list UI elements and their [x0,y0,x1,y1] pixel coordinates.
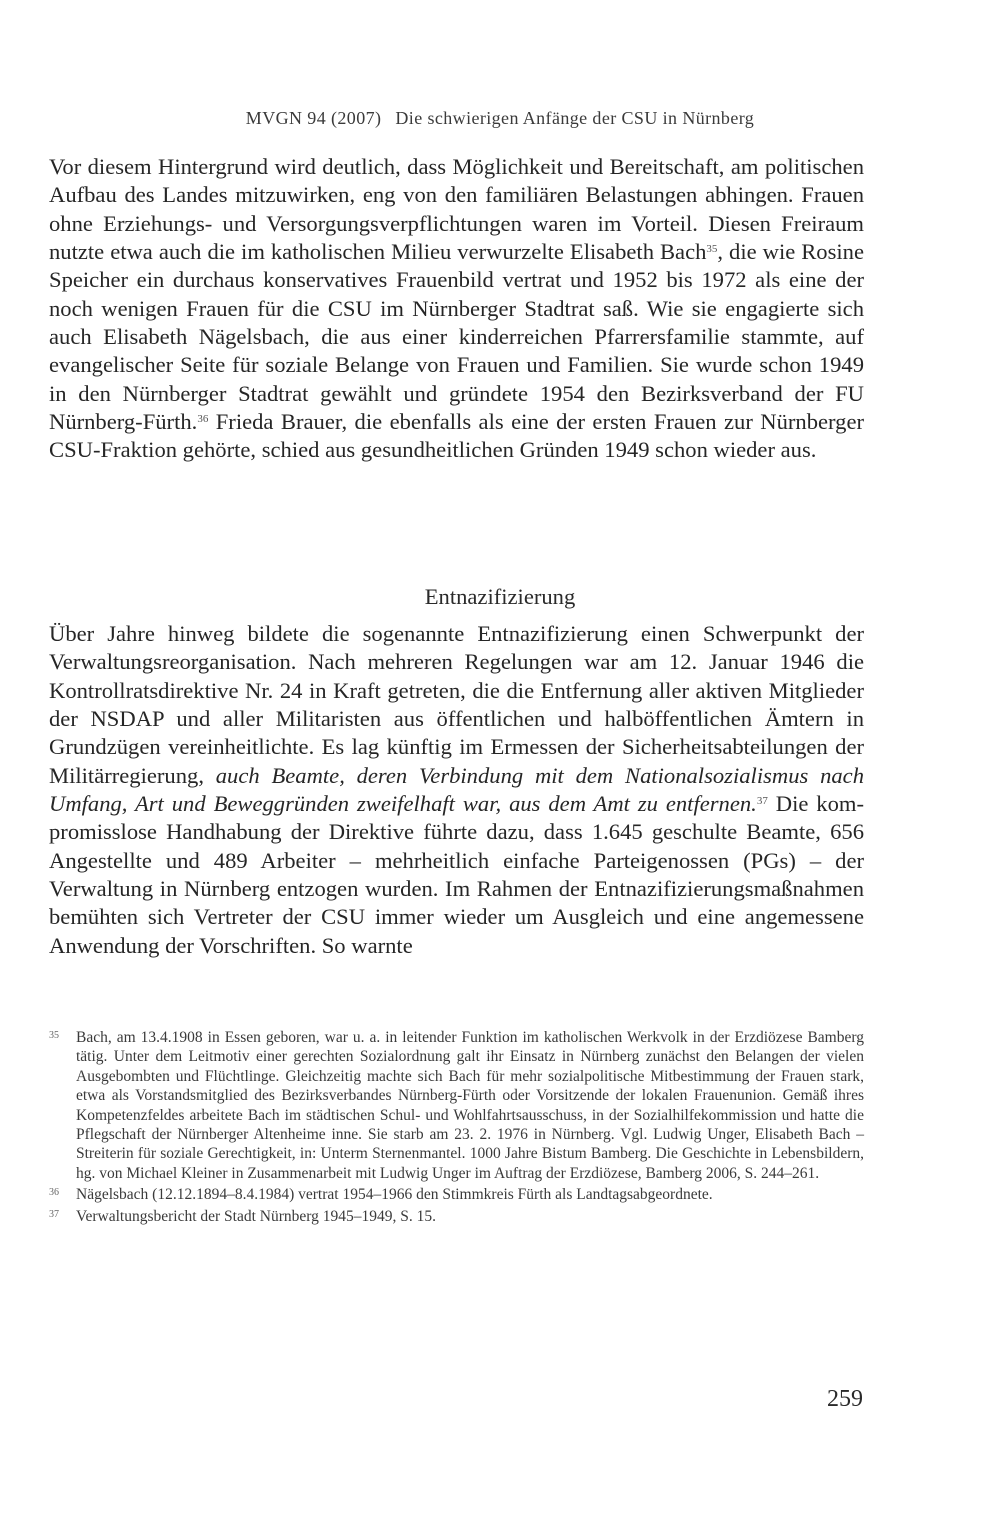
footnote-35 [49,1028,864,1183]
footnote-37 [49,1207,864,1226]
section-heading: Entnazifizierung [424,584,576,609]
paragraph-text: Die kompromisslose Handhabung der Direktive führte dazu, dass 1.645 geschulte Beamte, 656 Angestellte und 489 Arbeiter – mehrheitlich einfache Parteigenossen (PGs) – der Verwaltung in Nürnberg entzogen wurden. Im Rahmen der Entnazifizierungsmaßnahmen bemühten sich Vertreter der CSU immer wieder um Ausgleich und eine angemessene Anwendung der Vorschriften. So warnte [49,791,864,958]
footnote-text: Bach, am 13.4.1908 in Essen geboren, war u. a. in leitender Funktion im katholischen Werkvolk in der Erzdiözese Bamberg tätig. Unter dem Leitmotiv einer gerechten Sozialordnung galt ihr Einsatz in Nürnberg zunächst den Belangen der vielen Ausgebombten und Flüchtlinge. Gleichzeitig machte sich Bach für mehr sozialpolitische Mitbestimmung der Frauen stark, etwa als Vorstandsmitglied des Bezirksverbandes Nürnberg-Fürth oder Vorsitzende der lokalen Frauenunion. Gemäß ihres Kompetenzfeldes arbeitete Bach im städtischen Schul- und Wohlfahrtsausschuss, in der Sozialhilfekommission und hatte die Pflegschaft der Nürnberger Altenheime inne. Sie starb am 23. 2. 1976 in Nürnberg. Vgl. Ludwig Unger, Elisabeth Bach – Streiterin für soziale Gerechtigkeit, in: Unterm Sternenmantel. 1000 Jahre Bistum Bamberg. Die Geschichte in Lebensbildern, hg. von Michael Kleiner in Zusammenarbeit mit Ludwig Unger im Auftrag der Erzdiözese, Bamberg 2006, S. 244–261. [76,1029,864,1182]
paragraph-text: Vor diesem Hintergrund wird deutlich, dass Möglichkeit und Bereitschaft, am politischen Aufbau des Landes mitzuwirken, eng von den familiären Belastungen abhingen. Frauen ohne Erziehungs- und Versorgungsverpflichtungen waren im Vorteil. Diesen Freiraum nutzte etwa auch die im katholischen Milieu verwurzelte Elisabeth Bach [49,154,864,265]
footnote-ref-37[interactable]: 37 [756,795,768,808]
footnote-number: 35 [49,1030,59,1041]
journal-reference: MVGN 94 (2007) [245,108,382,128]
page-number: 259 [827,1386,863,1412]
footnote-text: Nägelsbach (12.12.1894–8.4.1984) vertrat 1954–1966 den Stimmkreis Fürth als Landtagsabgeordnete. [76,1186,713,1204]
footnote-number: 36 [49,1187,59,1199]
paragraph-text: Frieda Brauer, die ebenfalls als eine der ersten Frauen zur Nürnberger CSU-Fraktion gehörte, schied aus gesundheitlichen Gründen 1949 schon wieder aus. [49,409,864,463]
paragraph-text: , die wie Rosine Speicher ein durchaus konservatives Frauenbild vertrat und 1952 bis 1972 als eine der noch wenigen Frauen für die CSU im Nürnberger Stadtrat saß. Wie sie engagierte sich auch Elisabeth Nägelsbach, die aus einer kinderreichen Pfarrersfamilie stammte, auf evangelischer Seite für soziale Belange von Frauen und Familien. Sie wurde schon 1949 in den Nürnberger Stadtrat gewählt und gründete 1954 den Bezirksverband der FU Nürnberg-Fürth. [49,239,864,435]
footnotes [49,1028,864,1228]
footnote-ref-36[interactable]: 36 [197,413,209,426]
paragraph-text: Über Jahre hinweg bildete die sogenannte Entnazifizierung einen Schwerpunkt der Verwaltungsreorganisation. Nach mehreren Regelungen war am 12. Januar 1946 die Kontrollratsdirektive Nr. 24 in Kraft getreten, die die Entfernung aller aktiven Mitglieder der NSDAP und aller Militaristen aus öffentlichen und halböffentlichen Ämtern in Grundzügen vereinheitlichte. Es lag künftig im Ermessen der Sicherheitsabteilungen der Militärregierung, [49,621,864,788]
body-paragraph-1 [49,153,864,465]
footnote-text: Verwaltungsbericht der Stadt Nürnberg 1945–1949, S. 15. [76,1207,437,1225]
body-paragraph-2 [49,620,864,960]
running-header [0,108,1000,129]
footnote-number: 37 [49,1208,59,1220]
italic-quotation: auch Beamte, deren Verbindung mit dem Nationalsozialismus nach Umfang, Art und Beweggründen zweifelhaft war, aus dem Amt zu entfernen. [49,762,864,817]
footnote-36 [49,1185,864,1204]
article-title: Die schwierigen Anfänge der CSU in Nürnberg [395,108,755,128]
footnote-ref-35[interactable]: 35 [706,243,718,256]
